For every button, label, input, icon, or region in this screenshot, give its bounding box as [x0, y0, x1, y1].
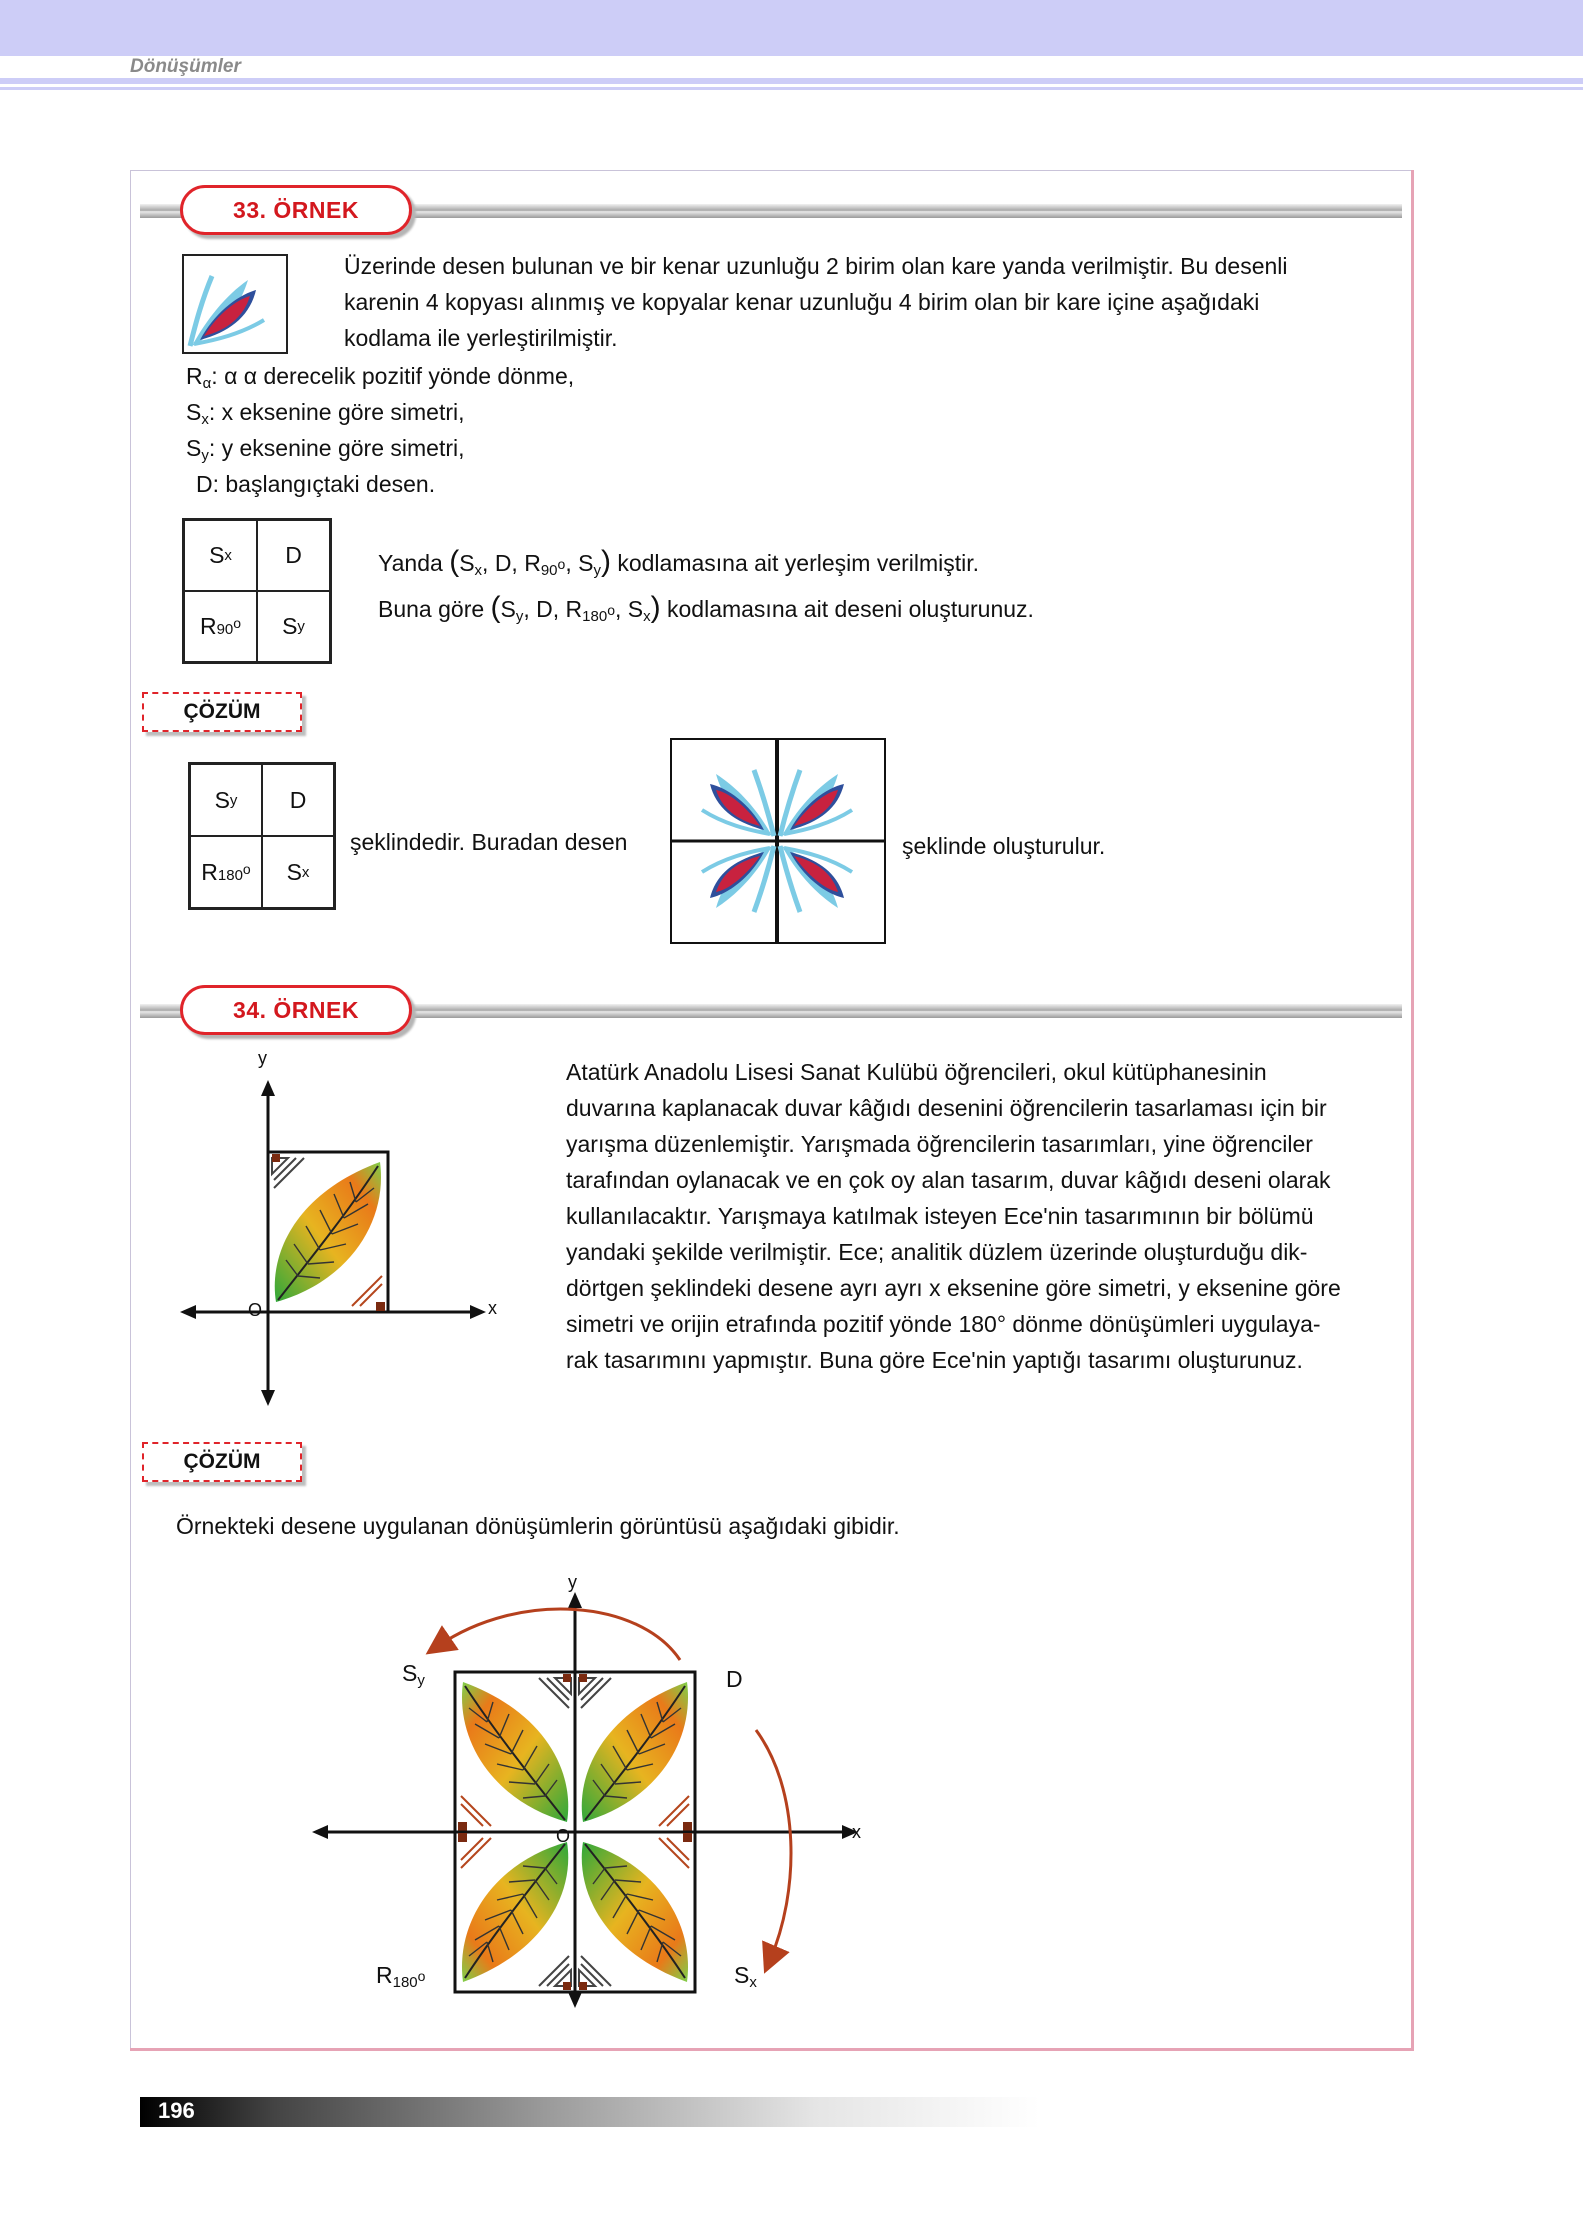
cell-sx: S x	[184, 520, 257, 591]
ex34-line-9: rak tasarımını yapmıştır. Buna göre Ece'nin yaptığı tasarımı oluşturunuz.	[566, 1347, 1303, 1373]
header-band	[0, 0, 1583, 56]
cell-sy: S y	[257, 591, 330, 662]
ex33-intro-line-2: karenin 4 kopyası alınmış ve kopyalar kenar uzunluğu 4 birim olan bir kare içine aşağıdaki	[344, 289, 1260, 315]
cell-r180: R 180$^o$	[190, 836, 262, 908]
page-number: 196	[158, 2098, 195, 2123]
ex34-line-3: yarışma düzenlemiştir. Yarışmada öğrencilerin tasarımları, yine öğrenciler	[566, 1131, 1313, 1157]
question-line-1: Yanda ($S_x$, D, $R_{90^o}$, $S_y$) kodlamasına ait yerleşim verilmiştir.	[378, 545, 980, 579]
ex34-line-5: kullanılacaktır. Yarışmaya katılmak isteyen Ece'nin tasarımının bir bölümü	[566, 1203, 1314, 1229]
running-title: Dönüşümler	[130, 56, 241, 77]
ex34-line-8: simetri ve orijin etrafında pozitif yönde 180° dönme dönüşümleri uygulaya-	[566, 1311, 1321, 1337]
ex34-solution-text: Örnekteki desene uygulanan dönüşümlerin görüntüsü aşağıdaki gibidir.	[176, 1513, 900, 1539]
axis-x-label: x	[852, 1822, 861, 1842]
label-d: D	[726, 1666, 743, 1692]
coding-grid-solution	[188, 762, 336, 910]
axis-y-label: y	[568, 1572, 577, 1592]
leaf-axes-figure	[176, 1050, 516, 1410]
composed-desen	[670, 738, 886, 944]
ex33-intro-line-3: kodlama ile yerleştirilmiştir.	[344, 325, 618, 351]
ex34-line-2: duvarına kaplanacak duvar kâğıdı desenini öğrencilerin tasarlaması için bir	[566, 1095, 1327, 1121]
solution-label-33: ÇÖZÜM	[142, 692, 302, 732]
ex33-intro-line-1: Üzerinde desen bulunan ve bir kenar uzunluğu 2 birim olan kare yanda verilmiştir. Bu desenli	[344, 253, 1288, 279]
label-sx: $S_x$	[734, 1962, 757, 1991]
cell-r90: R 90$^o$	[184, 591, 257, 662]
solution-text-2: şeklinde oluşturulur.	[902, 833, 1106, 859]
def-rotation: $R_\alpha$: α α derecelik pozitif yönde dönme,	[186, 363, 575, 392]
axis-x-label: x	[488, 1298, 497, 1318]
ex34-line-7: dörtgen şeklindeki desene ayrı ayrı x eksenine göre simetri, y eksenine göre	[566, 1275, 1341, 1301]
ex34-line-6: yandaki şekilde verilmiştir. Ece; analitik düzlem üzerinde oluşturduğu dik-	[566, 1239, 1308, 1265]
ex34-line-1: Atatürk Anadolu Lisesi Sanat Kulübü öğrencileri, okul kütüphanesinin	[566, 1059, 1267, 1085]
solution-text-1: şeklindedir. Buradan desen	[350, 829, 628, 855]
leaf-design-figure	[300, 1570, 880, 2010]
label-sy: $S_y$	[402, 1660, 425, 1689]
axis-y-label: y	[258, 1048, 267, 1068]
def-d: D: başlangıçtaki desen.	[196, 471, 436, 497]
label-r180: $R_{180^o}$	[376, 1962, 426, 1991]
cell-d: D	[262, 764, 334, 836]
example-34-title: 34. ÖRNEK	[180, 985, 412, 1035]
question-line-2: Buna göre ($S_y$, D, $R_{180^o}$, $S_x$) kodlamasına ait deseni oluşturunuz.	[378, 591, 1034, 625]
footer-bar	[140, 2097, 1040, 2127]
def-sx: $S_x$: x eksenine göre simetri,	[186, 399, 465, 428]
cell-sx: S x	[262, 836, 334, 908]
example-33-title: 33. ÖRNEK	[180, 185, 412, 235]
coding-grid-given	[182, 518, 332, 664]
origin-label: O	[556, 1826, 571, 1846]
ex34-line-4: tarafından oylanacak ve en çok oy alan tasarım, duvar kâğıdı deseni olarak	[566, 1167, 1331, 1193]
desen-square	[182, 254, 288, 354]
cell-sy: S y	[190, 764, 262, 836]
cell-d: D	[257, 520, 330, 591]
origin-label: O	[248, 1300, 263, 1320]
solution-label-34: ÇÖZÜM	[142, 1442, 302, 1482]
def-sy: $S_y$: y eksenine göre simetri,	[186, 435, 465, 464]
